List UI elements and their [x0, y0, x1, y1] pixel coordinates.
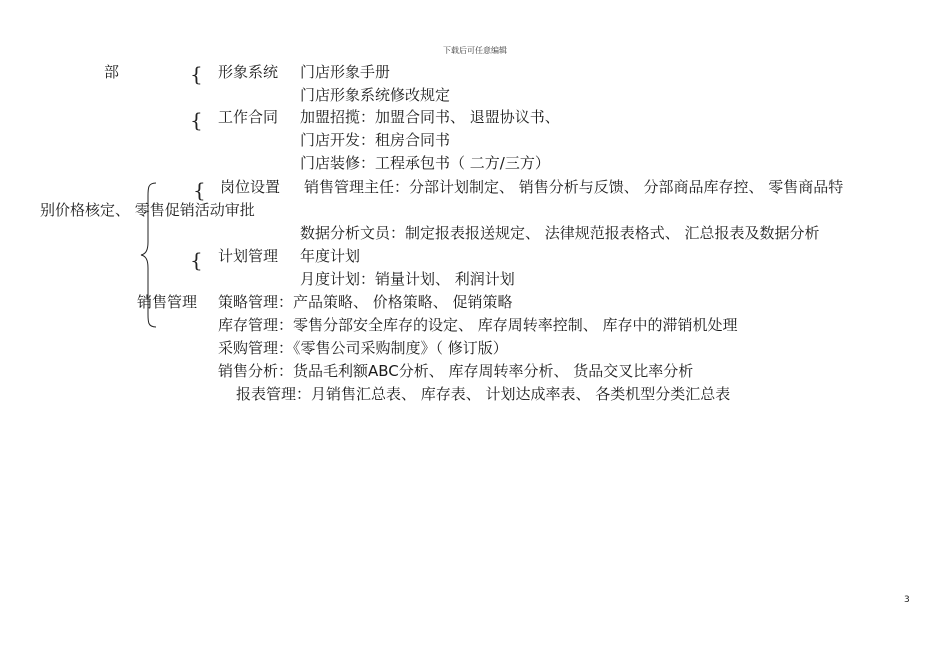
gongzuo-item-3: 门店装修：工程承包书（ 二方/三方） [300, 154, 550, 172]
caigou-line: 采购管理：《零售公司采购制度》（ 修订版） [218, 339, 508, 357]
jihua-item-2: 月度计划：销量计划、 利润计划 [300, 270, 515, 288]
gangwei-item-2: 数据分析文员：制定报表报送规定、 法律规范报表格式、 汇总报表及数据分析 [300, 224, 820, 242]
brace-xingxiang: { [190, 62, 203, 86]
jihua-label: 计划管理 [218, 247, 279, 265]
brace-jihua: { [190, 248, 203, 272]
kucun-line: 库存管理：零售分部安全库存的设定、 库存周转率控制、 库存中的滞销机处理 [218, 316, 738, 334]
page-number: 3 [904, 595, 910, 605]
gongzuo-label: 工作合同 [218, 108, 279, 126]
baobiao-line: 报表管理：月销售汇总表、 库存表、 计划达成率表、 各类机型分类汇总表 [236, 385, 731, 403]
gongzuo-item-1: 加盟招揽：加盟合同书、 退盟协议书、 [300, 108, 560, 126]
xingxiang-item-1: 门店形象手册 [300, 63, 391, 81]
brace-gangwei: { [193, 178, 206, 202]
gangwei-item-1-continued: 别价格核定、 零售促销活动审批 [40, 201, 255, 219]
gongzuo-item-2: 门店开发：租房合同书 [300, 131, 451, 149]
celue-line: 策略管理：产品策略、 价格策略、 促销策略 [218, 293, 513, 311]
jihua-item-1: 年度计划 [300, 247, 361, 265]
gangwei-item-1: 销售管理主任：分部计划制定、 销售分析与反馈、 分部商品库存控、 零售商品特 [304, 178, 844, 196]
brace-gongzuo-top: { [190, 108, 203, 132]
xingxiang-item-2: 门店形象系统修改规定 [300, 86, 451, 104]
department-label: 部 [104, 63, 120, 81]
header-note: 下载后可任意编辑 [443, 46, 507, 55]
gangwei-label: 岗位设置 [220, 178, 281, 196]
fenxi-line: 销售分析：货品毛利额ABC分析、 库存周转率分析、 货品交叉比率分析 [218, 362, 694, 380]
xiaoshou-label: 销售管理 [137, 293, 198, 311]
xingxiang-label: 形象系统 [218, 63, 279, 81]
